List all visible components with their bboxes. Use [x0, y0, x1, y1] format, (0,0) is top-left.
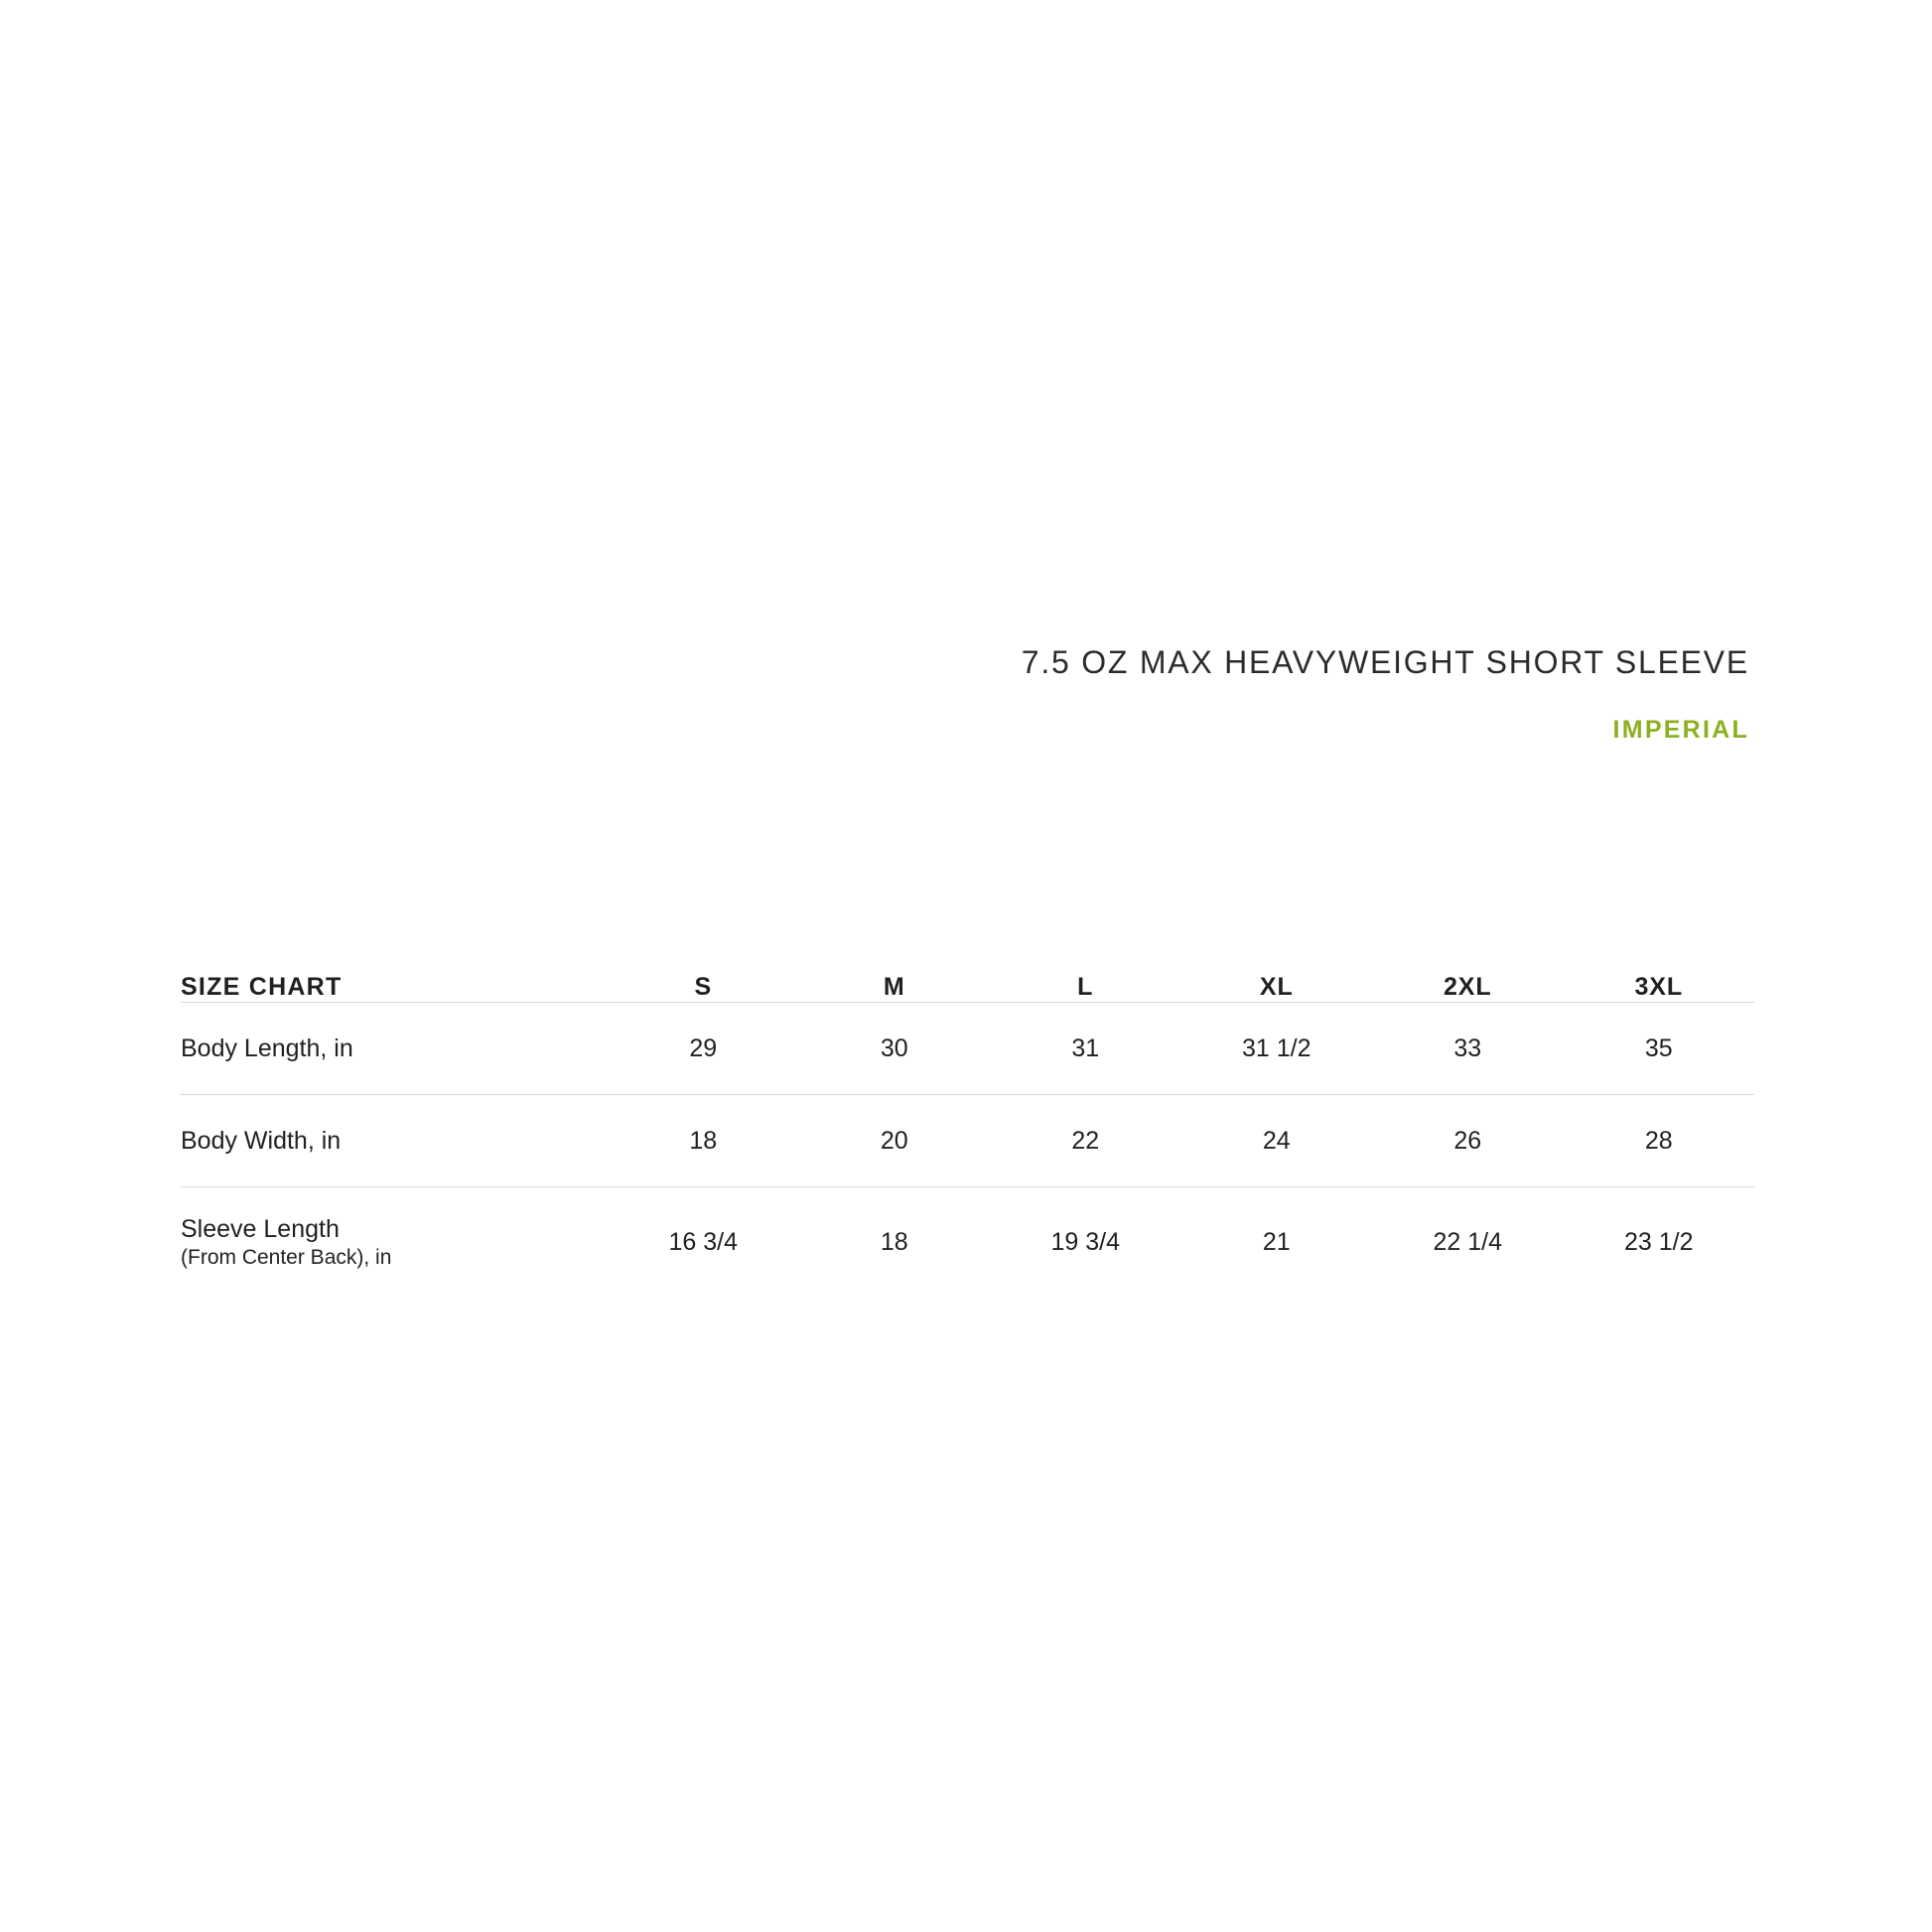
- header: [0, 643, 1749, 745]
- size-chart-table-wrapper: [181, 973, 1754, 1297]
- row-label-text: Body Width, in: [181, 1127, 342, 1155]
- table-row: [181, 1095, 1754, 1187]
- table-row: [181, 1003, 1754, 1095]
- cell-body-length-l: 31: [1071, 1034, 1100, 1062]
- column-header-2xl: 2XL: [1444, 973, 1492, 1001]
- row-label-text: Sleeve Length: [181, 1214, 340, 1243]
- cell-body-width-xl: 24: [1262, 1126, 1291, 1155]
- column-header-3xl: 3XL: [1634, 973, 1683, 1001]
- cell-sleeve-length-xl: 21: [1262, 1227, 1291, 1256]
- cell-sleeve-length-l: 19 3/4: [1050, 1227, 1120, 1256]
- cell-body-width-m: 20: [880, 1126, 908, 1155]
- table-body: [181, 1003, 1754, 1298]
- cell-body-length-2xl: 33: [1453, 1034, 1482, 1062]
- row-label-subtext: (From Center Back), in: [181, 1245, 392, 1269]
- column-header-size-chart: SIZE CHART: [181, 973, 343, 1001]
- row-label-text: Body Length, in: [181, 1035, 353, 1062]
- cell-sleeve-length-s: 16 3/4: [668, 1227, 738, 1256]
- cell-sleeve-length-3xl: 23 1/2: [1623, 1227, 1694, 1256]
- page-title: 7.5 OZ MAX HEAVYWEIGHT SHORT SLEEVE: [1021, 644, 1749, 680]
- cell-body-width-2xl: 26: [1453, 1126, 1482, 1155]
- cell-body-length-xl: 31 1/2: [1241, 1034, 1311, 1062]
- column-header-s: S: [694, 973, 713, 1001]
- cell-body-width-l: 22: [1071, 1126, 1100, 1155]
- row-label-body-width: [181, 1095, 608, 1187]
- unit-system-label: IMPERIAL: [1612, 716, 1749, 745]
- cell-body-length-3xl: 35: [1644, 1034, 1673, 1062]
- table-header-row: [181, 973, 1754, 1003]
- table-row: [181, 1187, 1754, 1298]
- row-label-sleeve-length: [181, 1187, 608, 1298]
- cell-body-width-3xl: 28: [1644, 1126, 1673, 1155]
- cell-sleeve-length-2xl: 22 1/4: [1433, 1227, 1502, 1256]
- size-chart-table: [181, 973, 1754, 1297]
- column-header-m: M: [883, 973, 905, 1001]
- table-header: [181, 973, 1754, 1003]
- cell-body-length-m: 30: [880, 1034, 908, 1062]
- column-header-l: L: [1077, 973, 1094, 1001]
- row-label-body-length: [181, 1003, 608, 1095]
- column-header-xl: XL: [1259, 973, 1294, 1001]
- cell-body-length-s: 29: [689, 1034, 718, 1062]
- cell-sleeve-length-m: 18: [880, 1227, 908, 1256]
- cell-body-width-s: 18: [689, 1126, 718, 1155]
